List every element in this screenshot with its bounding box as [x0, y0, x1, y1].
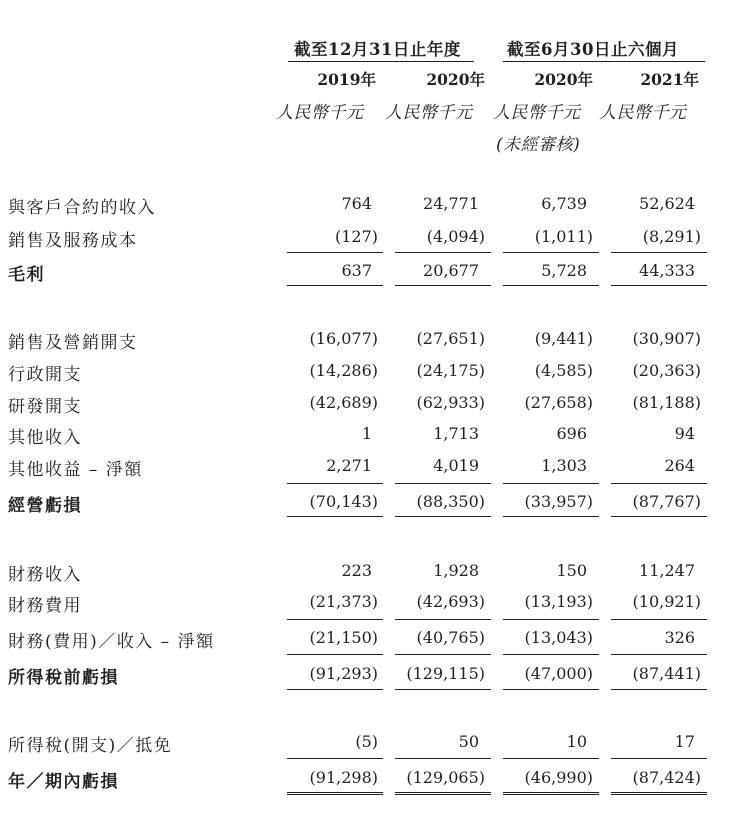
- table-cell: 17: [674, 732, 695, 751]
- table-cell: 11,247: [639, 561, 695, 580]
- subtotal-rule: [287, 516, 383, 517]
- table-cell: 2,271: [326, 456, 372, 475]
- subtotal-rule: [395, 689, 491, 690]
- table-cell: 264: [664, 456, 695, 475]
- table-cell: 764: [341, 194, 372, 213]
- table-cell: (20,363): [632, 361, 701, 380]
- subtotal-rule: [287, 654, 383, 655]
- table-cell: 1,713: [433, 424, 479, 443]
- table-cell: (81,188): [632, 393, 701, 412]
- row-label-operating-loss: 經營虧損: [8, 496, 82, 516]
- unit-label: 人民幣千元: [385, 103, 473, 123]
- period-header-annual: 截至12月31日止年度: [294, 40, 461, 59]
- subtotal-rule: [611, 285, 707, 286]
- table-cell: (62,933): [416, 393, 485, 412]
- table-cell: 223: [341, 561, 372, 580]
- row-label-income-tax: 所得稅(開支)／抵免: [8, 736, 173, 756]
- table-cell: 6,739: [541, 194, 587, 213]
- table-cell: 1,928: [433, 561, 479, 580]
- unaudited-label: (未經審核): [496, 135, 581, 155]
- row-label-other-income: 其他收入: [8, 428, 82, 448]
- total-double-rule: [611, 792, 707, 795]
- subtotal-rule: [611, 619, 707, 620]
- table-cell: (33,957): [524, 492, 593, 511]
- table-cell: (24,175): [416, 361, 485, 380]
- subtotal-rule: [287, 483, 383, 484]
- year-header-2020-half: 2020年: [534, 70, 593, 89]
- subtotal-rule: [395, 654, 491, 655]
- table-cell: (30,907): [632, 329, 701, 348]
- header-rule-annual: [288, 61, 474, 62]
- table-cell: 637: [341, 261, 372, 280]
- table-cell: 52,624: [639, 194, 695, 213]
- subtotal-rule: [395, 758, 491, 759]
- table-cell: (46,990): [524, 768, 593, 787]
- table-cell: 20,677: [423, 261, 479, 280]
- row-label-net-finance: 財務(費用)／收入 – 淨額: [8, 632, 215, 652]
- period-header-half-year: 截至6月30日止六個月: [507, 40, 679, 59]
- subtotal-rule: [611, 689, 707, 690]
- subtotal-rule: [395, 252, 491, 253]
- table-cell: (42,689): [309, 393, 378, 412]
- subtotal-rule: [503, 758, 599, 759]
- table-cell: (127): [334, 227, 378, 246]
- subtotal-rule: [611, 252, 707, 253]
- total-double-rule: [287, 792, 383, 795]
- table-cell: (4,585): [534, 361, 593, 380]
- table-cell: (129,065): [406, 768, 485, 787]
- table-cell: (21,373): [309, 592, 378, 611]
- table-cell: 5,728: [541, 261, 587, 280]
- table-cell: (87,424): [632, 768, 701, 787]
- row-label-admin-expenses: 行政開支: [8, 365, 82, 385]
- table-cell: (87,767): [632, 492, 701, 511]
- table-cell: (13,193): [524, 592, 593, 611]
- year-header-2020-annual: 2020年: [426, 70, 485, 89]
- subtotal-rule: [503, 619, 599, 620]
- table-cell: (87,441): [632, 664, 701, 683]
- table-cell: (9,441): [534, 329, 593, 348]
- table-cell: (4,094): [426, 227, 485, 246]
- row-label-selling-expenses: 銷售及營銷開支: [8, 333, 138, 353]
- table-cell: (27,658): [524, 393, 593, 412]
- table-cell: 150: [556, 561, 587, 580]
- total-double-rule: [503, 792, 599, 795]
- subtotal-rule: [503, 285, 599, 286]
- table-cell: (70,143): [309, 492, 378, 511]
- table-cell: (16,077): [309, 329, 378, 348]
- subtotal-rule: [611, 758, 707, 759]
- subtotal-rule: [503, 252, 599, 253]
- subtotal-rule: [287, 285, 383, 286]
- header-rule-half-year: [503, 61, 705, 62]
- table-cell: 44,333: [639, 261, 695, 280]
- table-cell: (13,043): [524, 628, 593, 647]
- table-cell: 24,771: [423, 194, 479, 213]
- table-cell: 50: [458, 732, 479, 751]
- table-cell: 1,303: [541, 456, 587, 475]
- subtotal-rule: [611, 516, 707, 517]
- subtotal-rule: [395, 483, 491, 484]
- row-label-loss-before-tax: 所得稅前虧損: [8, 668, 119, 688]
- table-cell: 4,019: [433, 456, 479, 475]
- subtotal-rule: [287, 758, 383, 759]
- subtotal-rule: [611, 483, 707, 484]
- subtotal-rule: [503, 689, 599, 690]
- subtotal-rule: [503, 516, 599, 517]
- total-double-rule: [395, 792, 491, 795]
- year-header-2021: 2021年: [640, 70, 699, 89]
- subtotal-rule: [395, 516, 491, 517]
- subtotal-rule: [287, 252, 383, 253]
- table-cell: 326: [664, 628, 695, 647]
- year-header-2019: 2019年: [317, 70, 376, 89]
- table-cell: (42,693): [416, 592, 485, 611]
- unit-label: 人民幣千元: [493, 103, 581, 123]
- row-label-cost-of-sales: 銷售及服務成本: [8, 231, 138, 251]
- table-cell: 696: [556, 424, 587, 443]
- subtotal-rule: [395, 285, 491, 286]
- subtotal-rule: [611, 654, 707, 655]
- table-cell: (8,291): [642, 227, 701, 246]
- table-cell: (5): [355, 732, 378, 751]
- row-label-revenue: 與客戶合約的收入: [8, 198, 156, 218]
- unit-label: 人民幣千元: [276, 103, 364, 123]
- row-label-finance-income: 財務收入: [8, 565, 82, 585]
- table-cell: (27,651): [416, 329, 485, 348]
- table-cell: (47,000): [524, 664, 593, 683]
- table-cell: (88,350): [416, 492, 485, 511]
- row-label-other-gains: 其他收益 – 淨額: [8, 460, 143, 480]
- table-cell: (91,298): [309, 768, 378, 787]
- row-label-rd-expenses: 研發開支: [8, 397, 82, 417]
- subtotal-rule: [287, 619, 383, 620]
- table-cell: (129,115): [406, 664, 485, 683]
- table-cell: (40,765): [416, 628, 485, 647]
- table-cell: 10: [566, 732, 587, 751]
- table-cell: 94: [674, 424, 695, 443]
- table-cell: (14,286): [309, 361, 378, 380]
- row-label-finance-costs: 財務費用: [8, 596, 82, 616]
- table-cell: (10,921): [632, 592, 701, 611]
- unit-label: 人民幣千元: [599, 103, 687, 123]
- table-cell: (21,150): [309, 628, 378, 647]
- row-label-loss-for-period: 年／期內虧損: [8, 772, 119, 792]
- subtotal-rule: [503, 483, 599, 484]
- subtotal-rule: [287, 689, 383, 690]
- subtotal-rule: [395, 619, 491, 620]
- row-label-gross-profit: 毛利: [8, 265, 45, 285]
- table-cell: (1,011): [534, 227, 593, 246]
- subtotal-rule: [503, 654, 599, 655]
- table-cell: (91,293): [309, 664, 378, 683]
- table-cell: 1: [361, 424, 372, 443]
